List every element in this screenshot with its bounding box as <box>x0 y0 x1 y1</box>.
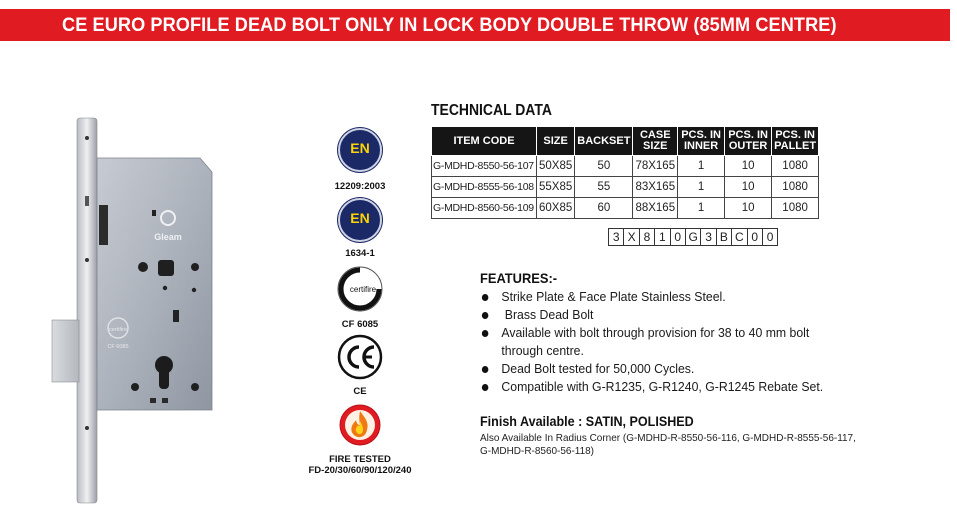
cert-label: CE <box>353 386 367 397</box>
certifications-column <box>300 128 420 478</box>
code-box: X <box>623 228 639 246</box>
column-header: PCS. IN INNER <box>678 127 725 156</box>
en-badge-icon: EN <box>338 128 382 172</box>
column-header: SIZE <box>537 127 575 156</box>
table-cell: 1 <box>678 198 725 219</box>
title-bar <box>0 9 950 41</box>
technical-data-heading: TECHNICAL DATA <box>431 102 552 119</box>
table-cell: 10 <box>725 198 772 219</box>
code-box: 8 <box>639 228 655 246</box>
table-cell: 88X165 <box>633 198 678 219</box>
table-cell: G-MDHD-8560-56-109 <box>432 198 537 219</box>
column-header: PCS. IN PALLET <box>772 127 819 156</box>
certifire-icon <box>335 264 385 314</box>
fire-icon <box>338 403 382 447</box>
column-header: CASE SIZE <box>633 127 678 156</box>
cert-en-1634 <box>300 198 420 259</box>
code-box: 3 <box>700 228 716 246</box>
code-box: G <box>685 228 701 246</box>
cert-label: 12209:2003 <box>334 181 386 192</box>
ce-mark-icon <box>334 333 386 381</box>
table-cell: G-MDHD-8555-56-108 <box>432 177 537 198</box>
column-header: ITEM CODE <box>432 127 537 156</box>
list-item: Compatible with G-R1235, G-R1240, G-R1245 Rebate Set. <box>480 378 871 396</box>
features-list <box>480 288 900 396</box>
bullet-icon <box>482 366 489 373</box>
code-box: 0 <box>747 228 763 246</box>
plate-text: certifire <box>108 327 128 333</box>
bullet-icon <box>482 312 489 319</box>
code-box: B <box>716 228 732 246</box>
svg-text:certifire: certifire <box>349 285 377 294</box>
code-box: 1 <box>654 228 670 246</box>
en-badge-icon: EN <box>338 198 382 242</box>
table-row <box>432 198 819 219</box>
bullet-icon <box>482 384 489 391</box>
technical-data-table <box>431 126 819 219</box>
table-cell: 78X165 <box>633 156 678 177</box>
code-box: 0 <box>670 228 686 246</box>
table-cell: 1080 <box>772 156 819 177</box>
cert-fire-tested <box>300 403 420 476</box>
column-header: BACKSET <box>575 127 633 156</box>
table-cell: 60 <box>575 198 633 219</box>
table-cell: 1 <box>678 156 725 177</box>
code-box: C <box>731 228 747 246</box>
code-box: 3 <box>608 228 624 246</box>
cert-sublabel: FD-20/30/60/90/120/240 <box>308 465 412 476</box>
table-cell: 1080 <box>772 198 819 219</box>
table-cell: 83X165 <box>633 177 678 198</box>
table-cell: G-MDHD-8550-56-107 <box>432 156 537 177</box>
table-header-row <box>432 127 819 156</box>
radius-corner-note <box>480 432 879 458</box>
code-box: 0 <box>762 228 778 246</box>
table-cell: 50 <box>575 156 633 177</box>
page-title: CE EURO PROFILE DEAD BOLT ONLY IN LOCK BODY DOUBLE THROW (85MM CENTRE) <box>62 14 837 36</box>
also-line: G-MDHD-R-8560-56-118) <box>480 445 595 457</box>
bullet-icon <box>482 330 489 337</box>
column-header: PCS. IN OUTER <box>725 127 772 156</box>
cert-ce <box>300 333 420 397</box>
cert-label: 1634-1 <box>345 248 375 259</box>
table-cell: 55 <box>575 177 633 198</box>
table-cell: 10 <box>725 156 772 177</box>
plate-code: CF 6085 <box>107 344 129 350</box>
finish-heading: Finish Available : SATIN, POLISHED <box>480 414 694 429</box>
lock-body-image <box>40 110 230 510</box>
brand-text: Gleam <box>154 232 182 242</box>
table-cell: 10 <box>725 177 772 198</box>
list-item: Strike Plate & Face Plate Stainless Steel. <box>480 288 871 306</box>
table-row <box>432 156 819 177</box>
cert-en-12209 <box>300 128 420 192</box>
cert-certifire <box>300 264 420 330</box>
features-heading: FEATURES:- <box>480 270 558 286</box>
list-item: Dead Bolt tested for 50,000 Cycles. <box>480 360 871 378</box>
bullet-icon <box>482 294 489 301</box>
table-row <box>432 177 819 198</box>
table-cell: 60X85 <box>537 198 575 219</box>
table-cell: 1080 <box>772 177 819 198</box>
cert-label: FIRE TESTED <box>329 454 391 465</box>
product-code-boxes <box>609 228 778 246</box>
table-cell: 50X85 <box>537 156 575 177</box>
table-cell: 1 <box>678 177 725 198</box>
list-item: Brass Dead Bolt <box>480 306 871 324</box>
cert-label: CF 6085 <box>341 319 379 330</box>
table-cell: 55X85 <box>537 177 575 198</box>
also-line: Also Available In Radius Corner (G-MDHD-R-8550-56-116, G-MDHD-R-8555-56-117, <box>480 432 856 444</box>
list-item: Available with bolt through provision for 38 to 40 mm bolt through centre. <box>480 324 871 360</box>
